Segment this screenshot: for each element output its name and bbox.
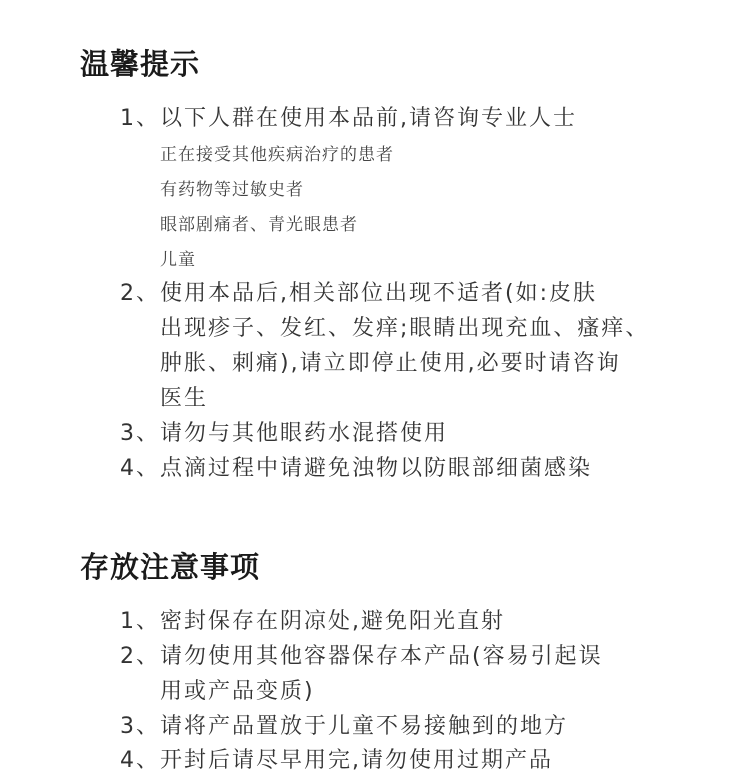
warm-tip-item-4: 4、点滴过程中请避免浊物以防眼部细菌感染 [120,456,592,481]
warm-tip-item-1-sub-4: 儿童 [160,250,196,270]
warm-tip-item-2-line-2: 出现疹子、发红、发痒;眼睛出现充血、瘙痒、 [160,316,650,341]
storage-item-2-line-2: 用或产品变质) [160,679,315,704]
warm-tip-item-2-line-4: 医生 [160,386,209,411]
warm-tip-item-1-sub-3: 眼部剧痛者、青光眼患者 [160,215,358,235]
warm-tip-item-2-line-3: 肿胀、刺痛),请立即停止使用,必要时请咨询 [160,351,621,376]
warm-tip-item-1-sub-1: 正在接受其他疾病治疗的患者 [160,145,394,165]
warm-tips-title: 温馨提示 [80,47,201,81]
warm-tip-item-1: 1、以下人群在使用本品前,请咨询专业人士 [120,106,577,131]
storage-title: 存放注意事项 [80,550,261,584]
storage-item-2-line-1: 2、请勿使用其他容器保存本产品(容易引起误 [120,644,603,669]
warm-tip-item-3: 3、请勿与其他眼药水混搭使用 [120,421,448,446]
storage-item-4: 4、开封后请尽早用完,请勿使用过期产品 [120,748,553,773]
warm-tip-item-1-sub-2: 有药物等过敏史者 [160,180,304,200]
storage-item-1: 1、密封保存在阴凉处,避免阳光直射 [120,609,505,634]
storage-item-3: 3、请将产品置放于儿童不易接触到的地方 [120,714,568,739]
warm-tip-item-2-line-1: 2、使用本品后,相关部位出现不适者(如:皮肤 [120,281,597,306]
